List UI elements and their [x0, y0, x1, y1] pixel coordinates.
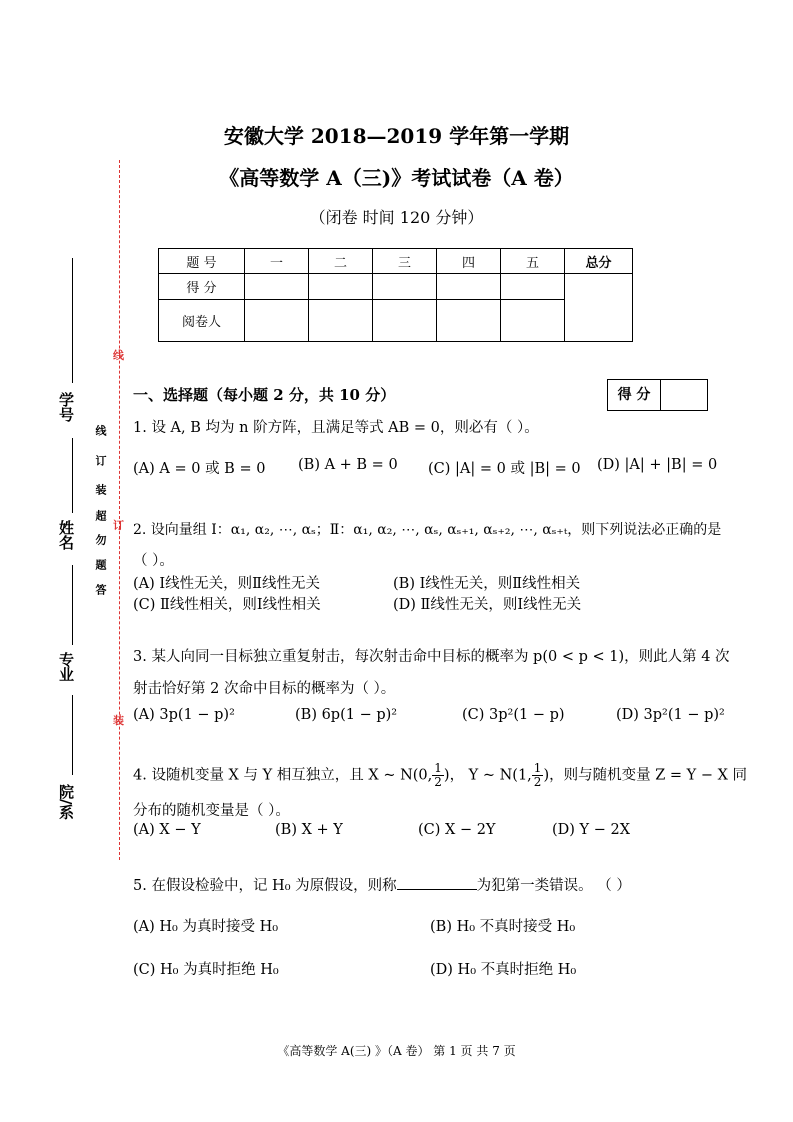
binding-dashed-line — [119, 160, 120, 860]
exam-title: 安徽大学 2018—2019 学年第一学期 — [223, 124, 570, 148]
page-footer: 《高等数学 A(三) 》（A 卷） 第 1 页 共 7 页 — [277, 1044, 516, 1058]
binding-mark-order: 订 — [113, 519, 124, 532]
q1-option-b[interactable]: (B) A + B = 0 — [298, 457, 398, 473]
exam-subtitle-course: 《高等数学 A（三)》考试试卷（A 卷） — [219, 166, 574, 190]
name-underline[interactable] — [72, 438, 73, 513]
question-1-stem: 1. 设 A, B 均为 n 阶方阵，且满足等式 AB = 0，则必有（ ）。 — [133, 420, 539, 436]
department-underline[interactable] — [72, 695, 73, 775]
question-4-stem-cont: 分布的随机变量是（ ）。 — [133, 803, 290, 819]
binding-mark-line: 线 — [113, 349, 124, 362]
q2-option-c[interactable]: (C) Ⅱ线性相关，则Ⅰ线性相关 — [133, 597, 321, 613]
student-id-underline[interactable] — [72, 258, 73, 383]
q5-stem-part-b: 为犯第一类错误。 （ ） — [476, 878, 631, 894]
warning-char: 超 — [94, 510, 107, 521]
q2-option-d[interactable]: (D) Ⅱ线性无关，则Ⅰ线性无关 — [393, 597, 582, 613]
total-score-cell[interactable] — [565, 274, 633, 342]
q3-option-d[interactable]: (D) 3p²(1 − p)² — [616, 707, 725, 723]
score-cell[interactable] — [309, 274, 373, 300]
q5-option-a[interactable]: (A) H₀ 为真时接受 H₀ — [133, 919, 279, 935]
q4-option-c[interactable]: (C) X − 2Y — [418, 822, 496, 838]
warning-char: 题 — [94, 559, 107, 570]
col-2: 二 — [309, 249, 373, 274]
q5-option-b[interactable]: (B) H₀ 不真时接受 H₀ — [430, 919, 576, 935]
q4-stem-part-c: )，则与随机变量 Z = Y − X 同 — [543, 767, 748, 784]
question-2-stem-cont: （ ）。 — [133, 553, 174, 569]
fraction-denominator: 2 — [434, 775, 442, 789]
fraction-denominator: 2 — [533, 775, 542, 789]
q4-option-d[interactable]: (D) Y − 2X — [552, 822, 631, 838]
section-score-input[interactable] — [661, 380, 707, 410]
row-label-score: 得 分 — [159, 274, 245, 300]
warning-char: 装 — [94, 484, 107, 495]
q2-option-a[interactable]: (A) Ⅰ线性无关，则Ⅱ线性无关 — [133, 576, 320, 592]
score-cell[interactable] — [437, 274, 501, 300]
q5-option-c[interactable]: (C) H₀ 为真时拒绝 H₀ — [133, 962, 279, 978]
grader-cell[interactable] — [501, 300, 565, 342]
col-5: 五 — [501, 249, 565, 274]
fraction-numerator: 1 — [434, 761, 442, 775]
student-id-label: 学号 — [57, 392, 75, 422]
question-5-stem — [133, 874, 631, 895]
q5-option-d[interactable]: (D) H₀ 不真时拒绝 H₀ — [430, 962, 577, 978]
q1-option-c[interactable]: (C) |A| = 0 或 |B| = 0 — [428, 461, 581, 477]
q3-option-b[interactable]: (B) 6p(1 − p)² — [295, 707, 398, 723]
section-title-choice: 一、选择题（每小题 2 分，共 10 分） — [133, 386, 396, 404]
score-cell[interactable] — [501, 274, 565, 300]
grader-cell[interactable] — [309, 300, 373, 342]
score-table — [158, 248, 633, 342]
col-total: 总分 — [565, 249, 633, 274]
binding-mark-bind: 装 — [113, 714, 124, 727]
name-label: 姓名 — [57, 520, 75, 550]
row-label-grader: 阅卷人 — [159, 300, 245, 342]
question-3-stem-cont: 射击恰好第 2 次命中目标的概率为（ ）。 — [133, 681, 396, 697]
major-label: 专业 — [57, 652, 75, 682]
question-4-stem — [133, 762, 747, 789]
q4-variance-fraction — [432, 762, 444, 789]
score-cell[interactable] — [245, 274, 309, 300]
score-cell[interactable] — [373, 274, 437, 300]
q4-option-a[interactable]: (A) X − Y — [133, 822, 201, 838]
department-label: 院/系 — [57, 784, 75, 820]
warning-char: 线 — [94, 425, 107, 436]
fraction-numerator: 1 — [533, 761, 542, 775]
question-3-stem: 3. 某人向同一目标独立重复射击，每次射击命中目标的概率为 p(0 < p < 1)，则此人第 4 次 — [133, 649, 730, 665]
q1-option-a[interactable]: (A) A = 0 或 B = 0 — [133, 461, 266, 477]
q5-answer-blank[interactable] — [397, 889, 477, 890]
q5-stem-part-a: 5. 在假设检验中，记 H₀ 为原假设，则称 — [133, 878, 397, 894]
section-score-box — [607, 379, 708, 411]
q4-stem-part-a: 4. 设随机变量 X 与 Y 相互独立，且 X ~ N(0, — [133, 767, 433, 784]
q4-option-b[interactable]: (B) X + Y — [275, 822, 343, 838]
warning-char: 勿 — [94, 534, 107, 545]
row-label-question-number: 题 号 — [159, 249, 245, 274]
grader-cell[interactable] — [373, 300, 437, 342]
q1-option-d[interactable]: (D) |A| + |B| = 0 — [597, 457, 718, 473]
q4-variance-fraction — [532, 762, 544, 789]
question-2-stem: 2. 设向量组 Ⅰ：α₁, α₂, ⋯, αₛ；Ⅱ：α₁, α₂, ⋯, αₛ, αₛ₊₁, αₛ₊₂, ⋯, αₛ₊ₜ，则下列说法必正确的是 — [133, 522, 722, 538]
warning-char: 答 — [94, 584, 107, 595]
col-3: 三 — [373, 249, 437, 274]
section-score-label: 得 分 — [608, 380, 661, 410]
q4-stem-part-b: )， Y ~ N(1, — [443, 767, 532, 784]
grader-cell[interactable] — [437, 300, 501, 342]
exam-duration: （闭卷 时间 120 分钟） — [309, 208, 484, 227]
major-underline[interactable] — [72, 565, 73, 645]
q3-option-a[interactable]: (A) 3p(1 − p)² — [133, 707, 235, 723]
q3-option-c[interactable]: (C) 3p²(1 − p) — [462, 707, 565, 723]
warning-char: 订 — [94, 455, 107, 466]
q2-option-b[interactable]: (B) Ⅰ线性无关，则Ⅱ线性相关 — [393, 576, 581, 592]
grader-cell[interactable] — [245, 300, 309, 342]
col-4: 四 — [437, 249, 501, 274]
col-1: 一 — [245, 249, 309, 274]
